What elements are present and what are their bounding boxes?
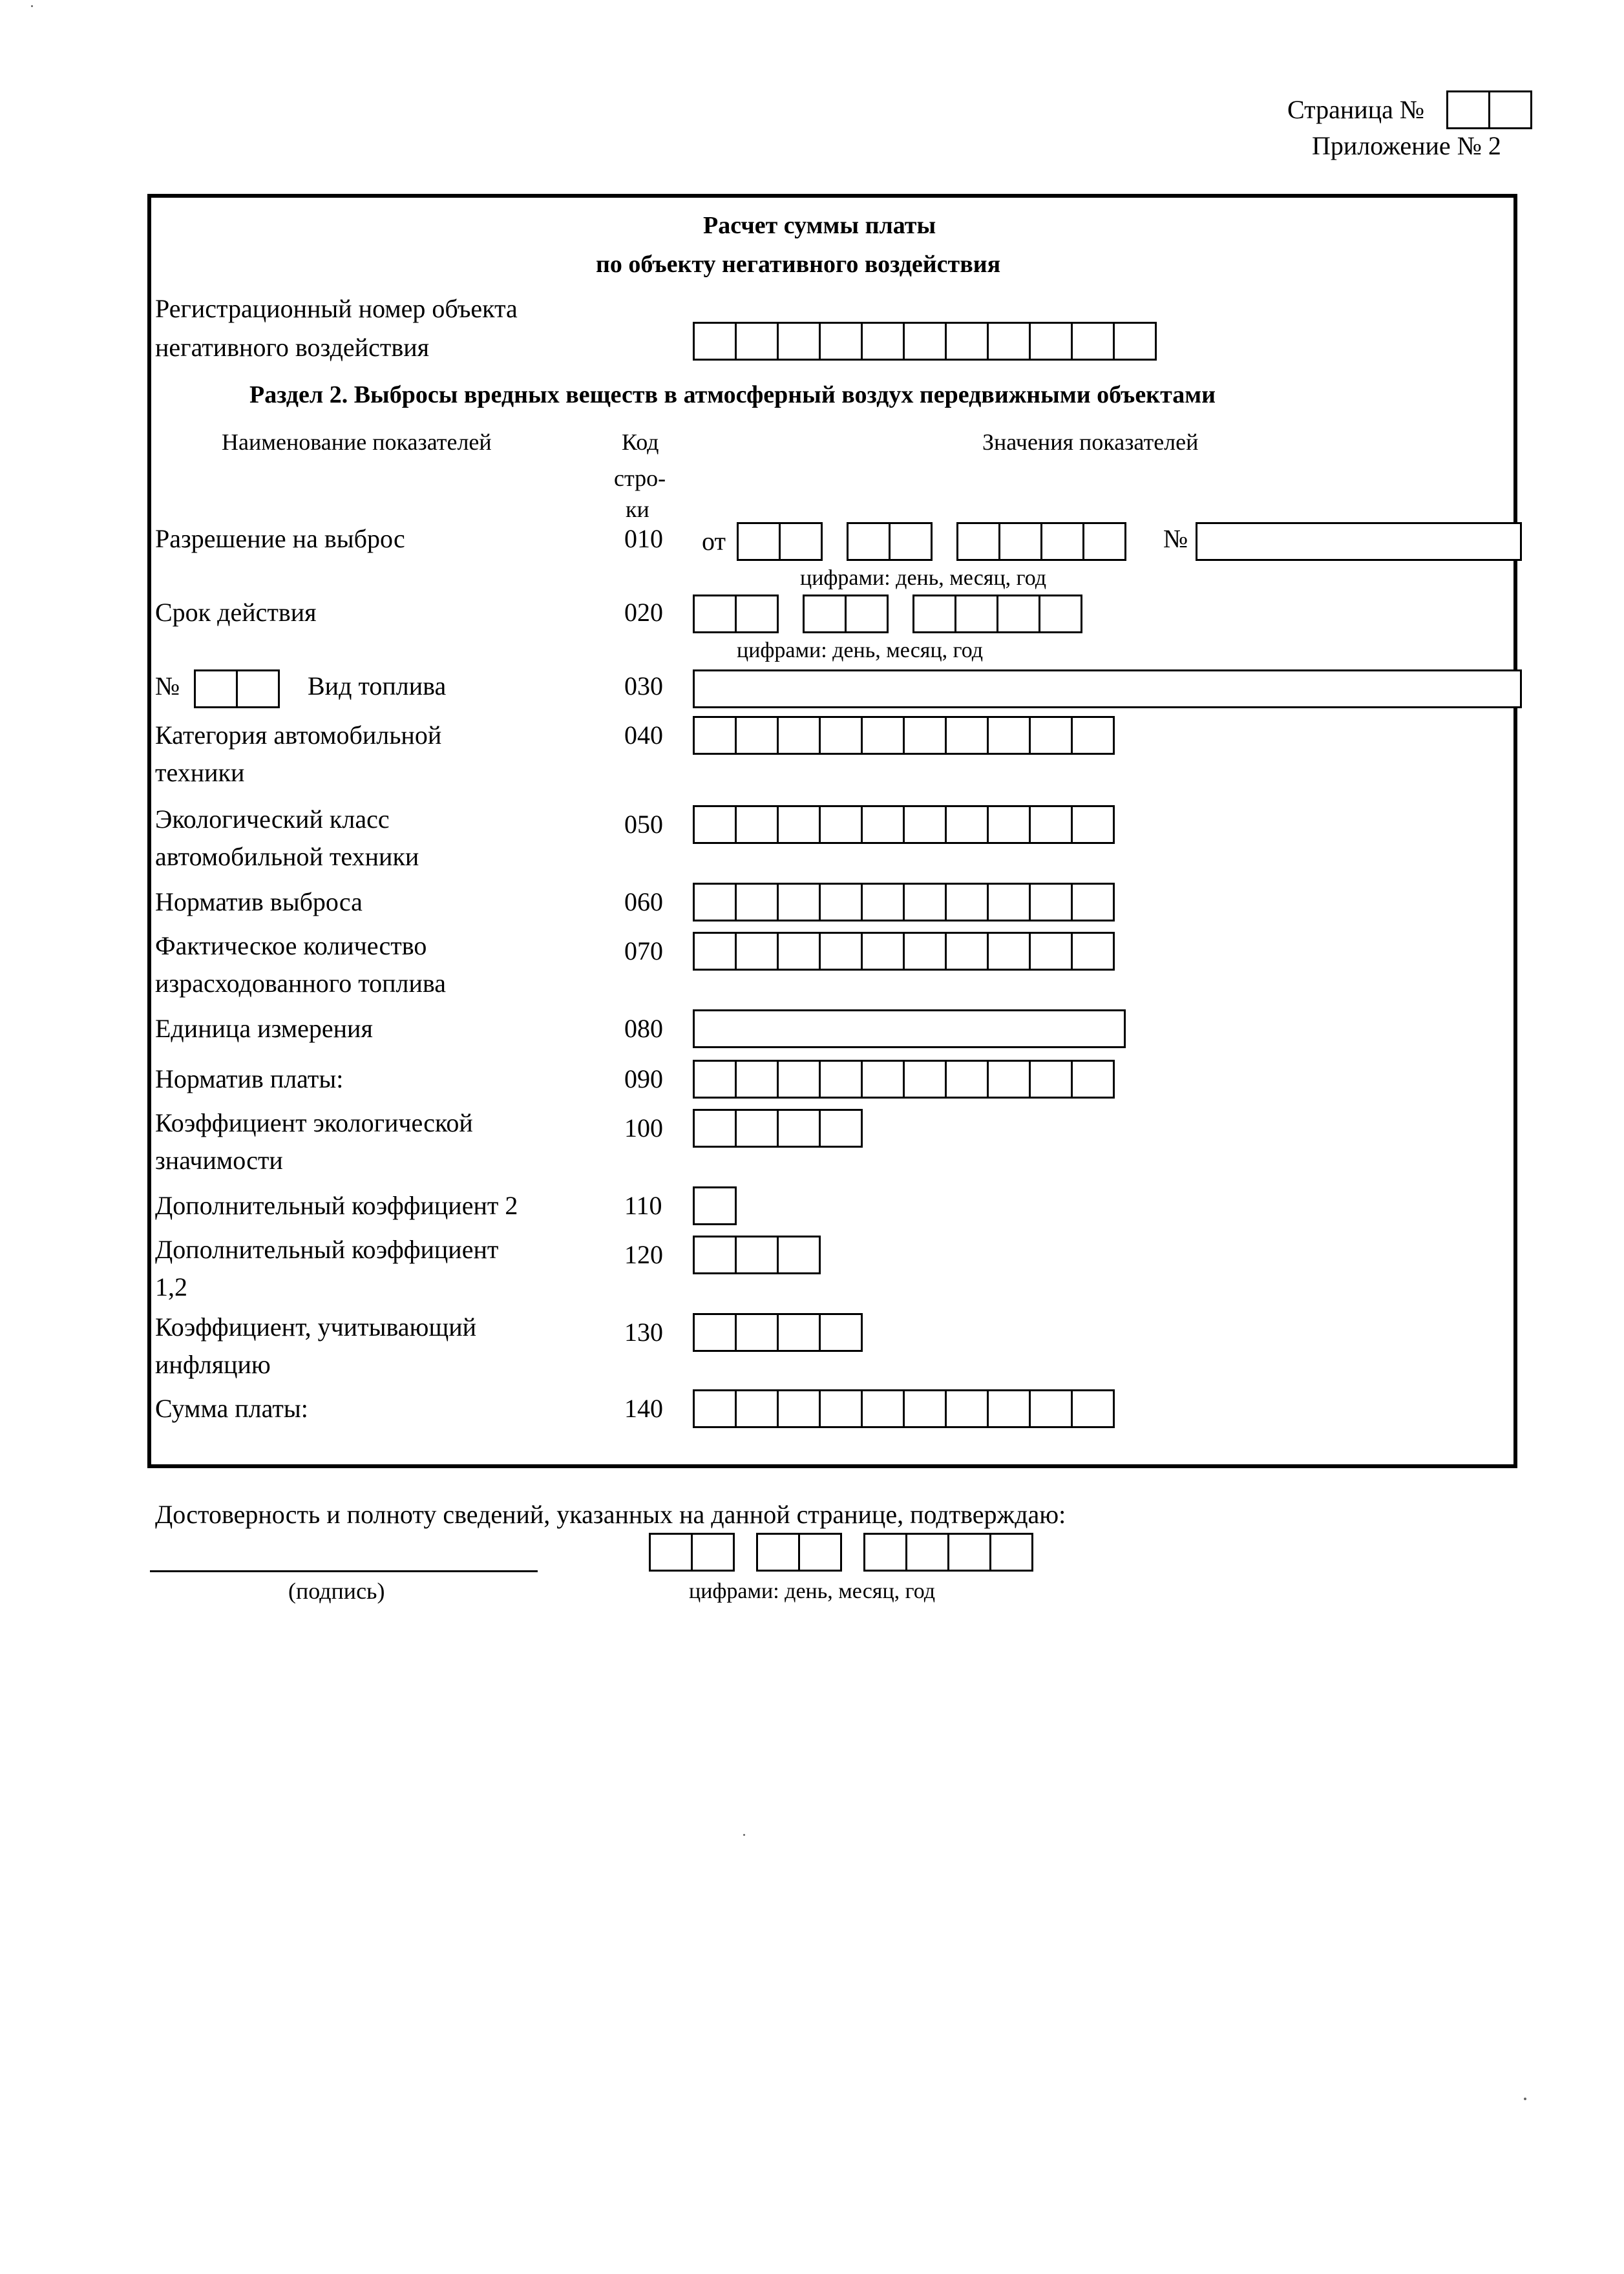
fuel-number-cell[interactable] xyxy=(236,669,280,708)
value-cell[interactable] xyxy=(693,932,737,971)
confirm-day-field[interactable] xyxy=(649,1533,735,1572)
date-cell[interactable] xyxy=(947,1533,991,1572)
column-header-code-line3: ки xyxy=(626,496,649,522)
inflation-coefficient-field[interactable] xyxy=(693,1313,863,1352)
validity-month-field[interactable] xyxy=(803,595,889,633)
row-060-code: 060 xyxy=(624,887,663,916)
date-cell[interactable] xyxy=(737,522,781,561)
row-010-label: Разрешение на выброс xyxy=(155,524,405,553)
row-070-label-line1: Фактическое количество xyxy=(155,931,427,960)
date-cell[interactable] xyxy=(798,1533,842,1572)
value-cell[interactable] xyxy=(1029,1060,1073,1099)
registration-cell[interactable] xyxy=(693,322,737,361)
row-110-code: 110 xyxy=(624,1191,662,1220)
extra-coefficient-2-field[interactable] xyxy=(693,1186,737,1225)
registration-cell[interactable] xyxy=(819,322,863,361)
registration-cell[interactable] xyxy=(903,322,947,361)
date-cell[interactable] xyxy=(803,595,847,633)
row-100-code: 100 xyxy=(624,1113,663,1142)
validity-year-field[interactable] xyxy=(912,595,1082,633)
value-cell[interactable] xyxy=(777,1109,821,1148)
fuel-consumed-field[interactable] xyxy=(693,932,1115,971)
registration-label-line1: Регистрационный номер объекта xyxy=(155,294,518,323)
row-130-label-line1: Коэффициент, учитывающий xyxy=(155,1312,477,1342)
form-title-line2: по объекту негативного воздействия xyxy=(596,251,1001,278)
date-cell[interactable] xyxy=(649,1533,693,1572)
value-cell[interactable] xyxy=(903,716,947,755)
value-cell[interactable] xyxy=(903,932,947,971)
value-cell[interactable] xyxy=(1071,1060,1115,1099)
column-header-values: Значения показателей xyxy=(982,429,1199,455)
value-cell[interactable] xyxy=(945,716,989,755)
value-cell[interactable] xyxy=(945,1389,989,1428)
value-cell[interactable] xyxy=(861,1389,905,1428)
value-cell[interactable] xyxy=(693,1060,737,1099)
value-cell[interactable] xyxy=(945,1060,989,1099)
date-cell[interactable] xyxy=(1039,595,1082,633)
registration-number-field[interactable] xyxy=(693,322,1157,361)
value-cell[interactable] xyxy=(777,805,821,844)
fuel-number-label: № xyxy=(155,671,180,700)
signature-line[interactable] xyxy=(150,1570,538,1572)
value-cell[interactable] xyxy=(735,716,779,755)
row-040-label-line1: Категория автомобильной xyxy=(155,721,442,750)
value-cell[interactable] xyxy=(693,1109,737,1148)
date-cell[interactable] xyxy=(954,595,998,633)
value-cell[interactable] xyxy=(735,1389,779,1428)
value-cell[interactable] xyxy=(987,1389,1031,1428)
value-cell[interactable] xyxy=(819,1313,863,1352)
registration-cell[interactable] xyxy=(861,322,905,361)
value-cell[interactable] xyxy=(1029,716,1073,755)
row-090-code: 090 xyxy=(624,1064,663,1093)
value-cell[interactable] xyxy=(777,1236,821,1274)
row-020-code: 020 xyxy=(624,598,663,627)
value-cell[interactable] xyxy=(987,716,1031,755)
row-060-label: Норматив выброса xyxy=(155,887,363,916)
value-cell[interactable] xyxy=(903,883,947,921)
value-cell[interactable] xyxy=(987,1060,1031,1099)
page-number-field[interactable] xyxy=(1446,90,1532,129)
value-cell[interactable] xyxy=(693,1236,737,1274)
permit-number-label: № xyxy=(1163,524,1188,553)
value-cell[interactable] xyxy=(903,1389,947,1428)
value-cell[interactable] xyxy=(735,932,779,971)
value-cell[interactable] xyxy=(819,1109,863,1148)
confirm-date-hint: цифрами: день, месяц, год xyxy=(689,1579,936,1603)
payment-norm-field[interactable] xyxy=(693,1060,1115,1099)
eco-class-field[interactable] xyxy=(693,805,1115,844)
fuel-number-cell[interactable] xyxy=(194,669,238,708)
value-cell[interactable] xyxy=(861,805,905,844)
date-cell[interactable] xyxy=(1082,522,1126,561)
value-cell[interactable] xyxy=(903,805,947,844)
column-header-name: Наименование показателей xyxy=(222,429,492,455)
section-title: Раздел 2. Выбросы вредных веществ в атмосферный воздух передвижными объектами xyxy=(249,381,1216,408)
row-080-code: 080 xyxy=(624,1014,663,1043)
value-cell[interactable] xyxy=(861,1060,905,1099)
row-070-label-line2: израсходованного топлива xyxy=(155,969,447,998)
value-cell[interactable] xyxy=(861,932,905,971)
value-cell[interactable] xyxy=(735,1109,779,1148)
registration-cell[interactable] xyxy=(945,322,989,361)
value-cell[interactable] xyxy=(1029,805,1073,844)
value-cell[interactable] xyxy=(987,805,1031,844)
value-cell[interactable] xyxy=(819,883,863,921)
unit-field[interactable] xyxy=(693,1009,1126,1048)
registration-cell[interactable] xyxy=(735,322,779,361)
row-030-code: 030 xyxy=(624,671,663,700)
row-130-code: 130 xyxy=(624,1318,663,1347)
registration-label-line2: негативного воздействия xyxy=(155,333,430,362)
value-cell[interactable] xyxy=(1029,932,1073,971)
eco-significance-field[interactable] xyxy=(693,1109,863,1148)
registration-cell[interactable] xyxy=(987,322,1031,361)
date-cell[interactable] xyxy=(756,1533,800,1572)
registration-cell[interactable] xyxy=(1029,322,1073,361)
date-cell[interactable] xyxy=(691,1533,735,1572)
value-cell[interactable] xyxy=(861,883,905,921)
value-cell[interactable] xyxy=(735,883,779,921)
value-cell[interactable] xyxy=(1071,1389,1115,1428)
page-number-cell[interactable] xyxy=(1446,90,1490,129)
permit-year-field[interactable] xyxy=(956,522,1126,561)
row-040-code: 040 xyxy=(624,721,663,750)
value-cell[interactable] xyxy=(693,716,737,755)
row-130-label-line2: инфляцию xyxy=(155,1350,271,1379)
date-cell[interactable] xyxy=(997,595,1040,633)
scan-speck xyxy=(31,5,33,7)
value-cell[interactable] xyxy=(777,1389,821,1428)
signature-caption: (подпись) xyxy=(288,1578,385,1604)
row-010-code: 010 xyxy=(624,524,663,553)
value-cell[interactable] xyxy=(1071,932,1115,971)
row-050-code: 050 xyxy=(624,810,663,839)
value-cell[interactable] xyxy=(945,805,989,844)
value-cell[interactable] xyxy=(1029,883,1073,921)
date-cell[interactable] xyxy=(779,522,823,561)
row-050-label-line2: автомобильной техники xyxy=(155,842,419,871)
row-070-code: 070 xyxy=(624,936,663,965)
permit-day-field[interactable] xyxy=(737,522,823,561)
permit-number-field[interactable] xyxy=(1196,522,1522,561)
scan-speck xyxy=(1524,2098,1526,2100)
page-number-label: Страница № xyxy=(1287,95,1425,124)
value-cell[interactable] xyxy=(819,1389,863,1428)
value-cell[interactable] xyxy=(693,1186,737,1225)
row-030-label: Вид топлива xyxy=(308,671,447,700)
value-cell[interactable] xyxy=(777,1060,821,1099)
row-110-label: Дополнительный коэффициент 2 xyxy=(155,1191,518,1220)
value-cell[interactable] xyxy=(1071,716,1115,755)
value-cell[interactable] xyxy=(861,716,905,755)
row-120-code: 120 xyxy=(624,1240,663,1269)
row-090-label: Норматив платы: xyxy=(155,1064,344,1093)
row-140-code: 140 xyxy=(624,1394,663,1423)
date-cell[interactable] xyxy=(863,1533,907,1572)
registration-cell[interactable] xyxy=(1071,322,1115,361)
registration-cell[interactable] xyxy=(777,322,821,361)
confirm-month-field[interactable] xyxy=(756,1533,842,1572)
date-cell[interactable] xyxy=(905,1533,949,1572)
value-cell[interactable] xyxy=(819,1060,863,1099)
value-cell[interactable] xyxy=(693,1313,737,1352)
value-cell[interactable] xyxy=(945,932,989,971)
validity-day-field[interactable] xyxy=(693,595,779,633)
validity-date-hint: цифрами: день, месяц, год xyxy=(737,638,984,662)
value-cell[interactable] xyxy=(735,805,779,844)
value-cell[interactable] xyxy=(693,1389,737,1428)
date-cell[interactable] xyxy=(693,595,737,633)
date-cell[interactable] xyxy=(1040,522,1084,561)
permit-month-field[interactable] xyxy=(847,522,933,561)
date-cell[interactable] xyxy=(735,595,779,633)
date-cell[interactable] xyxy=(956,522,1000,561)
scan-speck xyxy=(743,1834,745,1836)
row-040-label-line2: техники xyxy=(155,758,245,787)
date-cell[interactable] xyxy=(989,1533,1033,1572)
row-140-label: Сумма платы: xyxy=(155,1394,308,1423)
value-cell[interactable] xyxy=(735,1313,779,1352)
column-header-code-line2: стро- xyxy=(614,465,666,491)
date-cell[interactable] xyxy=(998,522,1042,561)
value-cell[interactable] xyxy=(1071,883,1115,921)
value-cell[interactable] xyxy=(987,932,1031,971)
value-cell[interactable] xyxy=(777,1313,821,1352)
page-number-cell[interactable] xyxy=(1488,90,1532,129)
permit-from-label: от xyxy=(702,527,726,556)
value-cell[interactable] xyxy=(987,883,1031,921)
row-100-label-line1: Коэффициент экологической xyxy=(155,1108,473,1137)
column-header-code-line1: Код xyxy=(622,429,659,455)
vehicle-category-field[interactable] xyxy=(693,716,1115,755)
fuel-number-field[interactable] xyxy=(194,669,280,708)
row-020-label: Срок действия xyxy=(155,598,317,627)
row-050-label-line1: Экологический класс xyxy=(155,805,390,834)
date-cell[interactable] xyxy=(847,522,891,561)
value-cell[interactable] xyxy=(819,716,863,755)
date-cell[interactable] xyxy=(912,595,956,633)
value-cell[interactable] xyxy=(819,805,863,844)
row-120-label-line2: 1,2 xyxy=(155,1272,187,1301)
value-cell[interactable] xyxy=(777,932,821,971)
date-cell[interactable] xyxy=(889,522,933,561)
value-cell[interactable] xyxy=(693,883,737,921)
value-cell[interactable] xyxy=(777,883,821,921)
value-cell[interactable] xyxy=(735,1060,779,1099)
value-cell[interactable] xyxy=(1029,1389,1073,1428)
row-080-label: Единица измерения xyxy=(155,1014,373,1043)
extra-coefficient-1-2-field[interactable] xyxy=(693,1236,821,1274)
value-cell[interactable] xyxy=(819,932,863,971)
form-title-line1: Расчет суммы платы xyxy=(703,212,936,239)
appendix-label: Приложение № 2 xyxy=(1312,131,1501,160)
confirm-year-field[interactable] xyxy=(863,1533,1033,1572)
row-120-label-line1: Дополнительный коэффициент xyxy=(155,1235,499,1264)
value-cell[interactable] xyxy=(735,1236,779,1274)
emission-norm-field[interactable] xyxy=(693,883,1115,921)
fuel-type-field[interactable] xyxy=(693,669,1522,708)
value-cell[interactable] xyxy=(903,1060,947,1099)
confirmation-statement: Достоверность и полноту сведений, указанных на данной странице, подтверждаю: xyxy=(155,1500,1066,1529)
date-cell[interactable] xyxy=(845,595,889,633)
payment-sum-field[interactable] xyxy=(693,1389,1115,1428)
value-cell[interactable] xyxy=(1071,805,1115,844)
value-cell[interactable] xyxy=(945,883,989,921)
row-100-label-line2: значимости xyxy=(155,1146,283,1175)
value-cell[interactable] xyxy=(693,805,737,844)
permit-date-hint: цифрами: день, месяц, год xyxy=(800,566,1047,590)
value-cell[interactable] xyxy=(777,716,821,755)
registration-cell[interactable] xyxy=(1113,322,1157,361)
